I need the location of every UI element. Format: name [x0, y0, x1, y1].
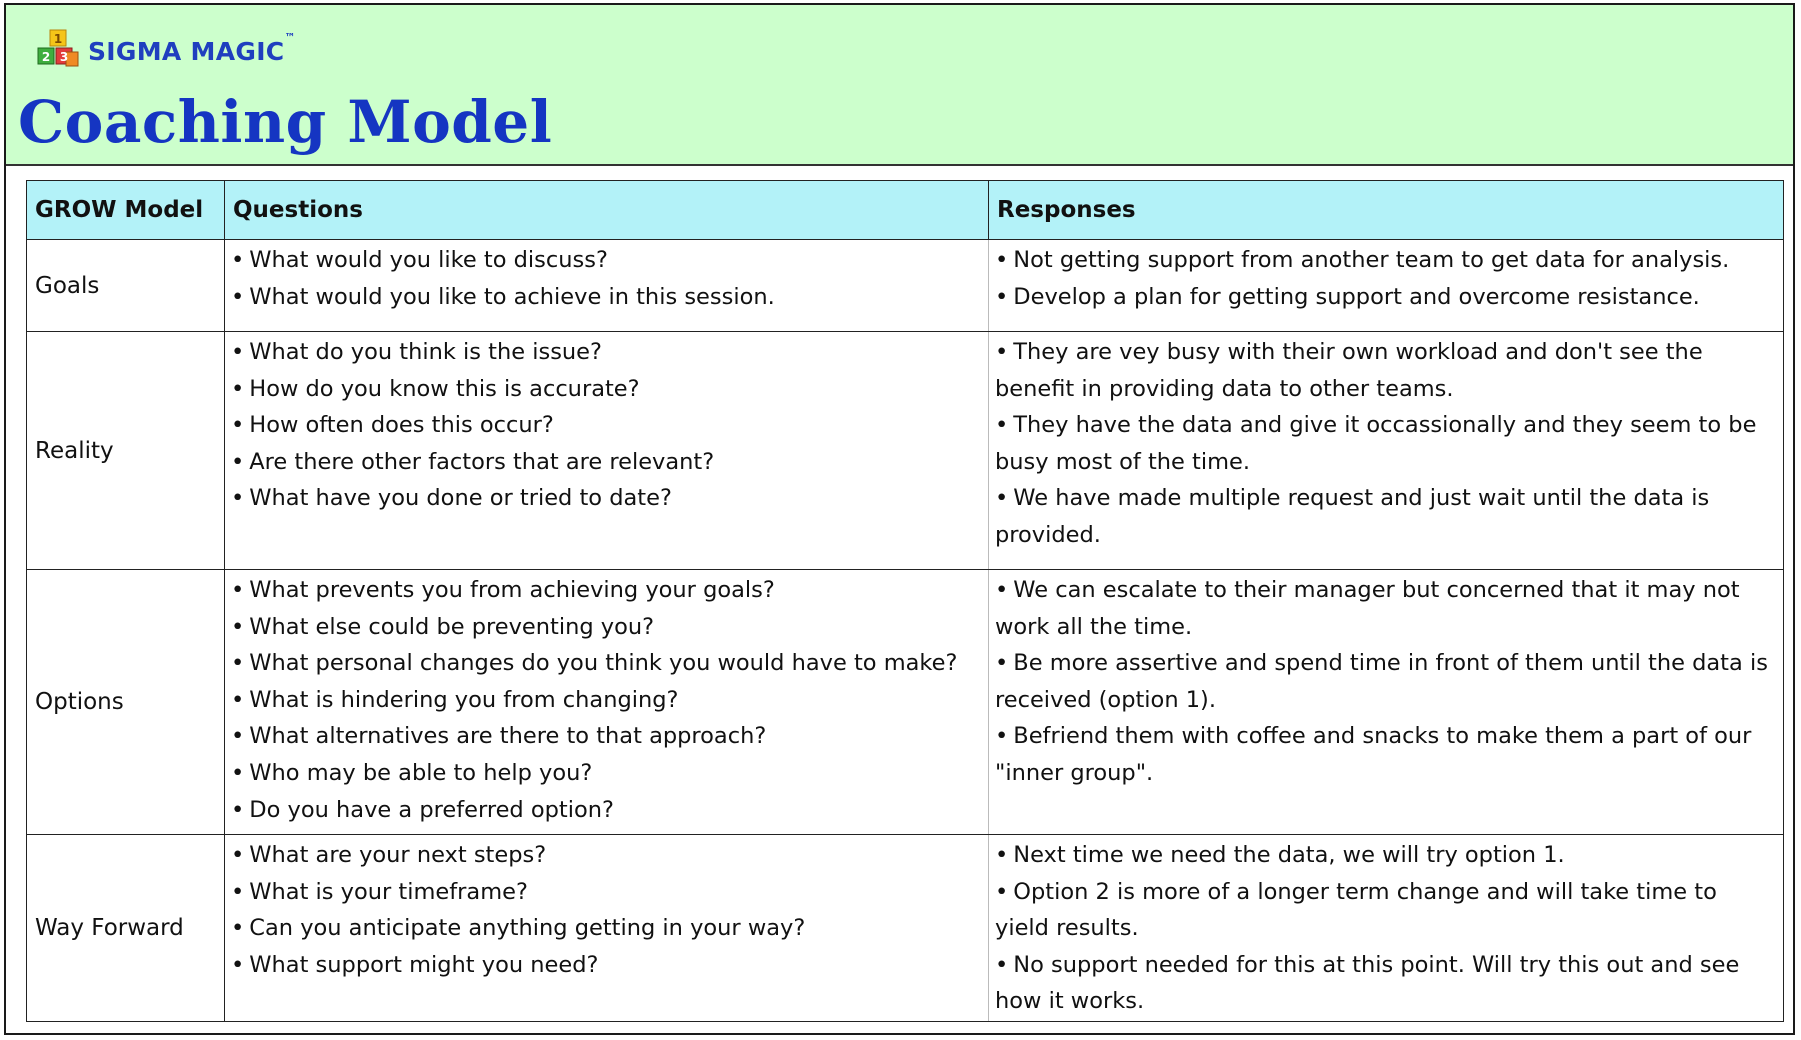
response-item: • Next time we need the data, we will try option 1. [995, 837, 1773, 874]
question-item: • What prevents you from achieving your goals? [231, 572, 978, 609]
responses-cell [989, 570, 1784, 835]
question-item: • What support might you need? [231, 947, 978, 984]
question-item: • Can you anticipate anything getting in your way? [231, 910, 978, 947]
block-digit-2: 2 [41, 50, 51, 64]
question-item: • How do you know this is accurate? [231, 371, 978, 408]
question-item: • Are there other factors that are relevant? [231, 444, 978, 481]
table-row-way-forward [27, 835, 1784, 1022]
questions-list [231, 242, 978, 315]
response-item: • They are vey busy with their own workload and don't see the benefit in providing data to other teams. [995, 334, 1773, 407]
question-item: • What would you like to achieve in this session. [231, 279, 978, 316]
question-item: • What would you like to discuss? [231, 242, 978, 279]
response-item: • No support needed for this at this point. Will try this out and see how it works. [995, 947, 1773, 1020]
category-reality: Reality [27, 332, 225, 570]
questions-cell [225, 240, 989, 332]
header-questions: Questions [225, 181, 989, 240]
questions-list [231, 334, 978, 517]
responses-list [995, 242, 1773, 315]
question-item: • Do you have a preferred option? [231, 792, 978, 829]
page-frame [4, 3, 1795, 1035]
table-row-reality [27, 332, 1784, 570]
response-item: • They have the data and give it occassionally and they seem to be busy most of the time. [995, 407, 1773, 480]
question-item: • Who may be able to help you? [231, 755, 978, 792]
questions-list [231, 572, 978, 828]
category-way-forward: Way Forward [27, 835, 225, 1022]
response-item: • We can escalate to their manager but concerned that it may not work all the time. [995, 572, 1773, 645]
grow-model-table [26, 180, 1784, 1022]
responses-list [995, 572, 1773, 792]
question-item: • What are your next steps? [231, 837, 978, 874]
response-item: • Befriend them with coffee and snacks to make them a part of our "inner group". [995, 718, 1773, 791]
header-responses: Responses [989, 181, 1784, 240]
responses-cell [989, 332, 1784, 570]
table-row-options [27, 570, 1784, 835]
responses-cell [989, 835, 1784, 1022]
responses-list [995, 837, 1773, 1020]
block-digit-3: 3 [59, 50, 69, 64]
questions-cell [225, 835, 989, 1022]
header-grow-model: GROW Model [27, 181, 225, 240]
question-item: • What else could be preventing you? [231, 609, 978, 646]
block-digit-1: 1 [53, 32, 63, 46]
question-item: • What is hindering you from changing? [231, 682, 978, 719]
response-item: • Be more assertive and spend time in front of them until the data is received (option 1). [995, 645, 1773, 718]
question-item: • What do you think is the issue? [231, 334, 978, 371]
responses-list [995, 334, 1773, 554]
page-header [6, 5, 1793, 166]
sigma-magic-logo [36, 23, 295, 79]
question-item: • What is your timeframe? [231, 874, 978, 911]
page-title: Coaching Model [18, 88, 553, 156]
brand-name: SIGMA MAGIC [88, 36, 285, 66]
response-item: • Develop a plan for getting support and overcome resistance. [995, 279, 1773, 316]
questions-list [231, 837, 978, 983]
table-header-row [27, 181, 1784, 240]
question-item: • What personal changes do you think you would have to make? [231, 645, 978, 682]
questions-cell [225, 570, 989, 835]
question-item: • What have you done or tried to date? [231, 480, 978, 517]
question-item: • What alternatives are there to that approach? [231, 718, 978, 755]
category-options: Options [27, 570, 225, 835]
response-item: • Option 2 is more of a longer term change and will take time to yield results. [995, 874, 1773, 947]
category-goals: Goals [27, 240, 225, 332]
questions-cell [225, 332, 989, 570]
stacked-blocks-icon [36, 28, 82, 74]
response-item: • Not getting support from another team to get data for analysis. [995, 242, 1773, 279]
question-item: • How often does this occur? [231, 407, 978, 444]
responses-cell [989, 240, 1784, 332]
trademark-symbol: ™ [284, 30, 296, 44]
table-row-goals [27, 240, 1784, 332]
response-item: • We have made multiple request and just wait until the data is provided. [995, 480, 1773, 553]
